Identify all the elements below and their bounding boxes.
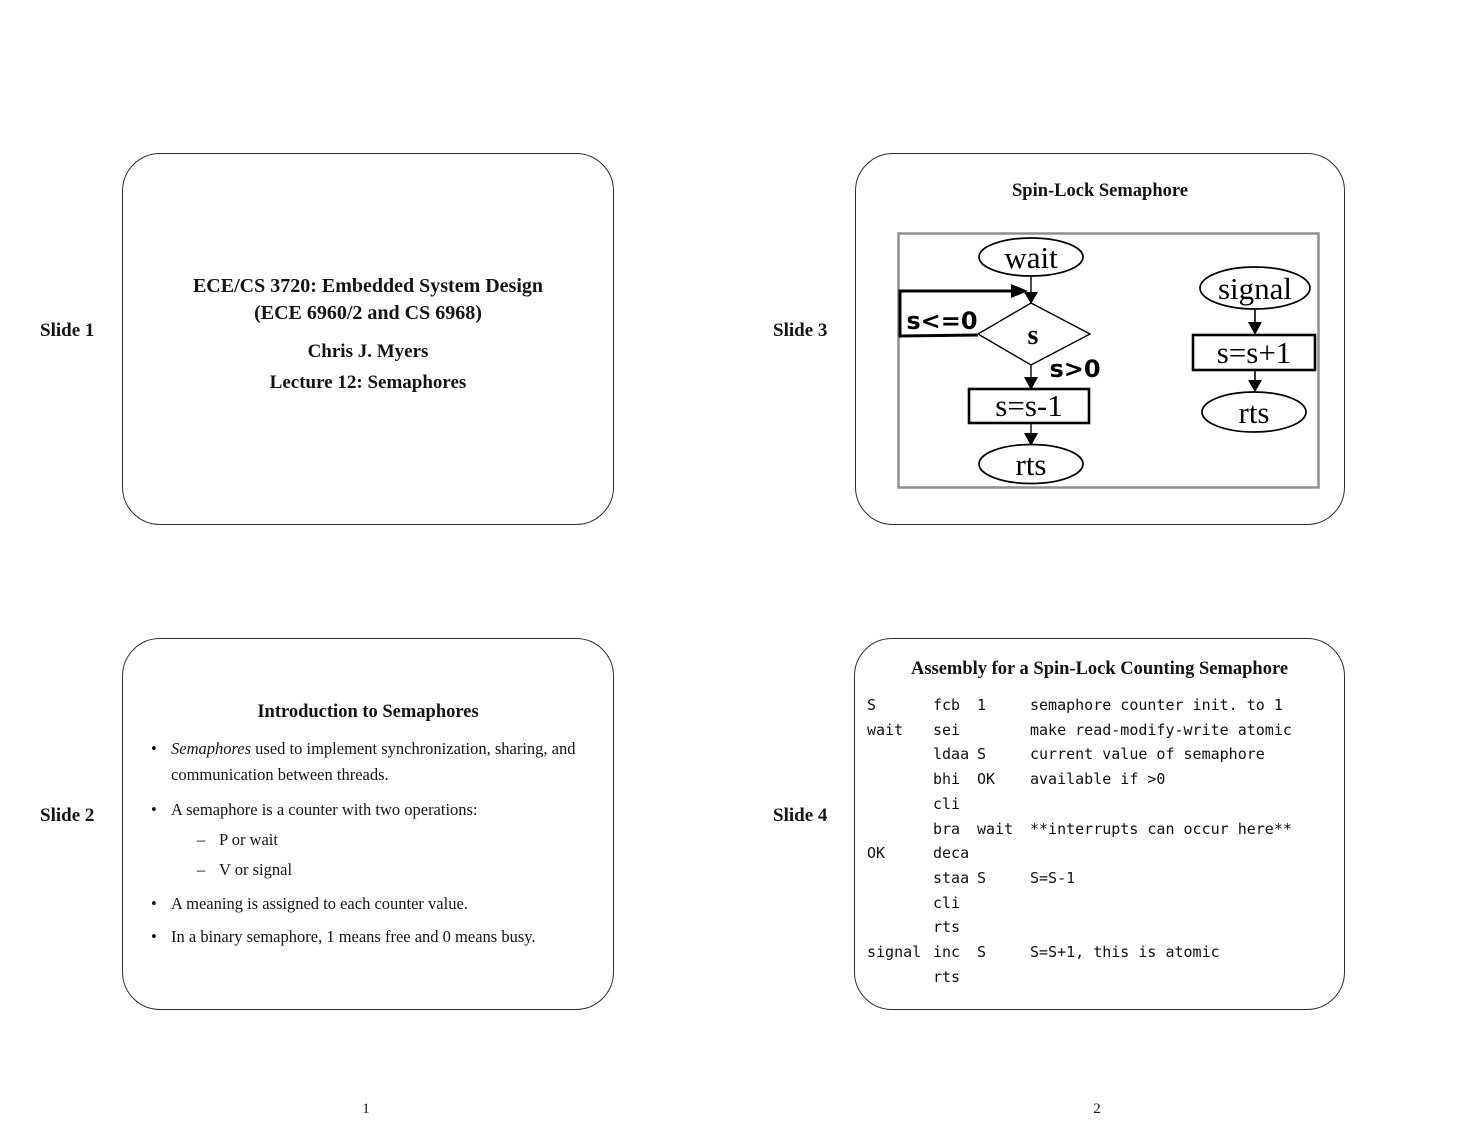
asm-mnemonic: inc [933, 943, 961, 962]
asm-comment: available if >0 [1030, 770, 1166, 789]
slide-2-panel [122, 638, 614, 1010]
slide-4-panel [854, 638, 1345, 1010]
bullet-4-text: In a binary semaphore, 1 means free and 0 means busy. [171, 927, 536, 946]
slide-1-label: Slide 1 [40, 320, 95, 341]
asm-comment: S=S-1 [1030, 868, 1076, 887]
asm-operand: OK [977, 770, 996, 789]
course-title-line1: ECE/CS 3720: Embedded System Design [192, 275, 544, 297]
asm-row [867, 965, 1338, 990]
decision-entry-arrowhead-icon [1024, 292, 1038, 304]
asm-row [867, 817, 1338, 842]
proceed-condition-label: s>0 [1049, 355, 1101, 383]
wait-start-text: wait [1004, 240, 1058, 275]
asm-mnemonic: fcb [933, 696, 961, 714]
asm-row [867, 940, 1338, 965]
sub-bullet-item [197, 827, 599, 852]
asm-comment: **interrupts can occur here** [1030, 819, 1292, 838]
loop-arrowhead-icon [1011, 284, 1028, 298]
slide-2-label: Slide 2 [40, 805, 95, 826]
signal-start-text: signal [1217, 271, 1293, 306]
asm-row [867, 841, 1338, 866]
sub-item-1-text: P or wait [219, 830, 278, 849]
bullet-icon: • [151, 800, 157, 819]
bullet-item [151, 736, 603, 787]
increment-text: s=s+1 [1216, 335, 1292, 370]
course-title-line2: (ECE 6960/2 and CS 6968) [254, 302, 482, 324]
asm-mnemonic: rts [933, 918, 961, 937]
asm-label [867, 891, 933, 916]
asm-comment [1030, 891, 1338, 916]
asm-label [867, 767, 933, 792]
bullet-item [151, 924, 603, 950]
bullet-1-lead: Semaphores [171, 739, 252, 758]
asm-operand: 1 [977, 696, 987, 714]
asm-row [867, 915, 1338, 940]
signal-return-text: rts [1238, 395, 1270, 430]
decrement-text: s=s-1 [995, 388, 1063, 423]
asm-label [867, 742, 933, 767]
asm-label [867, 915, 933, 940]
sub-item-2-text: V or signal [219, 860, 293, 879]
asm-comment [1030, 841, 1338, 866]
asm-label: OK [867, 844, 886, 863]
slide-3-title: Spin-Lock Semaphore [1012, 181, 1188, 201]
decision-text: s [1027, 320, 1039, 351]
loop-condition-label: s<=0 [906, 307, 978, 335]
slide-4-label: Slide 4 [773, 805, 828, 826]
dash-icon: – [197, 830, 206, 849]
asm-label [867, 866, 933, 891]
bullet-item [151, 891, 603, 917]
bullet-1-rest: used to implement synchronization, sharing, and communication between threads. [171, 739, 576, 784]
asm-label: signal [867, 943, 922, 962]
asm-operand [977, 841, 1030, 866]
asm-mnemonic: ldaa [933, 745, 970, 764]
asm-operand [977, 891, 1030, 916]
slide-3-panel [855, 153, 1345, 525]
asm-row [867, 718, 1338, 743]
signal-rts-arrowhead-icon [1248, 380, 1262, 392]
bullet-3-text: A meaning is assigned to each counter value. [171, 894, 468, 913]
bullet-icon: • [151, 927, 157, 946]
asm-label [867, 792, 933, 817]
asm-operand: S [977, 943, 987, 962]
asm-mnemonic: bra [933, 819, 961, 838]
author-name: Chris J. Myers [307, 341, 429, 362]
asm-operand [977, 915, 1030, 940]
page-number-left: 1 [362, 1101, 370, 1117]
asm-mnemonic: rts [933, 967, 961, 986]
dash-icon: – [197, 860, 206, 879]
course-title [123, 273, 613, 327]
asm-mnemonic: cli [933, 794, 961, 813]
slide-4-title: Assembly for a Spin-Lock Counting Semaphore [910, 659, 1289, 679]
lecture-title: Lecture 12: Semaphores [269, 372, 467, 393]
asm-label [867, 965, 933, 990]
bullet-2-text: A semaphore is a counter with two operations: [171, 800, 478, 819]
asm-row [867, 891, 1338, 916]
asm-comment: make read-modify-write atomic [1030, 720, 1292, 739]
asm-operand [977, 718, 1030, 743]
asm-operand [977, 792, 1030, 817]
asm-row [867, 792, 1338, 817]
assembly-listing [867, 693, 1338, 989]
bullet-icon: • [151, 894, 157, 913]
asm-row [867, 866, 1338, 891]
wait-return-text: rts [1015, 447, 1047, 482]
spin-lock-flowchart [897, 232, 1320, 489]
asm-row [867, 767, 1338, 792]
asm-label: wait [867, 720, 904, 739]
asm-comment: semaphore counter init. to 1 [1030, 696, 1283, 714]
page-number-right: 2 [1093, 1101, 1101, 1117]
asm-mnemonic: cli [933, 893, 961, 912]
asm-label [867, 817, 933, 842]
asm-comment [1030, 965, 1338, 990]
asm-operand: wait [977, 819, 1014, 838]
asm-comment [1030, 915, 1338, 940]
asm-row [867, 742, 1338, 767]
asm-label: S [867, 696, 877, 714]
increment-arrowhead-icon [1248, 322, 1262, 335]
asm-mnemonic: deca [933, 844, 970, 863]
asm-row [867, 693, 1338, 718]
bullet-icon: • [151, 739, 157, 758]
asm-comment: current value of semaphore [1030, 745, 1265, 764]
asm-mnemonic: bhi [933, 770, 961, 789]
slide-2-title: Introduction to Semaphores [257, 702, 479, 722]
asm-comment [1030, 792, 1338, 817]
asm-operand: S [977, 868, 987, 887]
bullet-item [151, 797, 603, 823]
sub-bullet-item [197, 857, 599, 882]
asm-comment: S=S+1, this is atomic [1030, 943, 1220, 962]
slide-3-label: Slide 3 [773, 320, 828, 341]
slide-1-panel [122, 153, 614, 525]
asm-mnemonic: sei [933, 720, 961, 739]
asm-operand: S [977, 745, 987, 764]
asm-mnemonic: staa [933, 868, 970, 887]
asm-operand [977, 965, 1030, 990]
